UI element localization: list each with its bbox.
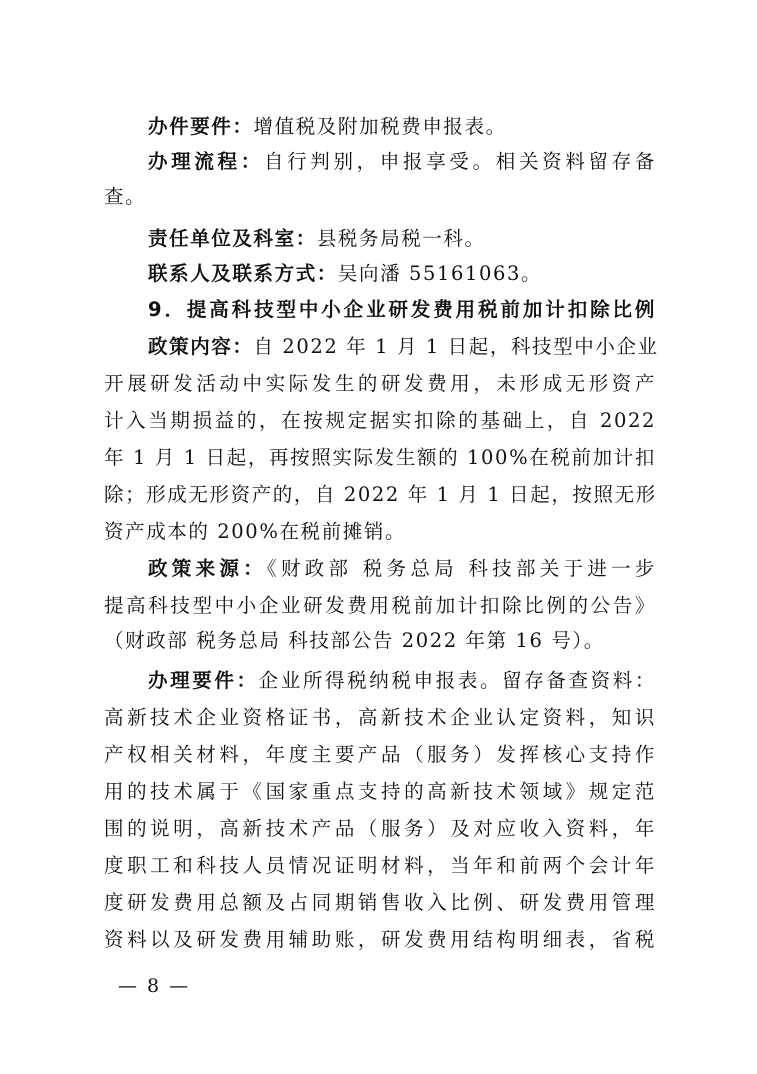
- policy-content-line: 开展研发活动中实际发生的研发费用，未形成无形资产: [104, 372, 656, 395]
- policy-source-text: 《财政部 税务总局 科技部关于进一步: [266, 557, 656, 580]
- item-process-label: 办理流程：: [148, 150, 264, 173]
- requirements-label: 办理要件：: [148, 669, 259, 692]
- item-department: [148, 223, 656, 255]
- item-process: [148, 146, 656, 178]
- policy-content-line: 年 1 月 1 日起，再按照实际发生额的 100%在税前加计扣: [104, 446, 656, 469]
- item-contact: [148, 258, 656, 290]
- policy-content-first-line: [148, 331, 659, 363]
- policy-content-line: 除；形成无形资产的，自 2022 年 1 月 1 日起，按照无形: [104, 483, 657, 506]
- requirements-line: 围的说明，高新技术产品（服务）及对应收入资料，年: [104, 817, 656, 840]
- item-department-text: 县税务局税一科。: [316, 227, 486, 250]
- requirements-line: 度职工和科技人员情况证明材料，当年和前两个会计年: [104, 854, 656, 877]
- policy-content-label: 政策内容：: [148, 335, 254, 358]
- policy-source-first-line: [148, 553, 656, 585]
- item-department-label: 责任单位及科室：: [148, 227, 317, 250]
- requirements-text: 企业所得税纳税申报表。留存备查资料：: [258, 669, 656, 692]
- requirements-first-line: [148, 665, 656, 697]
- section-heading: 9．提高科技型中小企业研发费用税前加计扣除比例: [148, 298, 656, 321]
- policy-content-line: 计入当期损益的，在按规定据实扣除的基础上，自 2022: [104, 409, 656, 432]
- item-process-continued: 查。: [104, 185, 147, 208]
- item-documents-label: 办件要件：: [148, 115, 254, 138]
- policy-source-label: 政策来源：: [148, 557, 267, 580]
- requirements-line: 度研发费用总额及占同期销售收入比例、研发费用管理: [104, 891, 656, 914]
- requirements-line: 产权相关材料，年度主要产品（服务）发挥核心支持作: [104, 743, 656, 766]
- requirements-line: 用的技术属于《国家重点支持的高新技术领域》规定范: [104, 780, 656, 803]
- item-documents: [148, 111, 656, 143]
- policy-source-line: 提高科技型中小企业研发费用税前加计扣除比例的公告》: [104, 594, 656, 617]
- item-contact-label: 联系人及联系方式：: [148, 262, 338, 285]
- page-number: — 8 —: [118, 975, 191, 997]
- requirements-line: 高新技术企业资格证书，高新技术企业认定资料，知识: [104, 706, 656, 729]
- item-process-text: 自行判别，申报享受。相关资料留存备: [263, 150, 656, 173]
- requirements-line: 资料以及研发费用辅助账，研发费用结构明细表，省税: [104, 928, 656, 951]
- item-contact-text: 吴向潘 55161063。: [337, 262, 543, 285]
- item-documents-text: 增值税及附加税费申报表。: [253, 115, 507, 138]
- policy-content-line: 资产成本的 200%在税前摊销。: [104, 520, 407, 543]
- policy-source-line: （财政部 税务总局 科技部公告 2022 年第 16 号）。: [104, 629, 605, 652]
- policy-content-text: 自 2022 年 1 月 1 日起，科技型中小企业: [253, 335, 659, 358]
